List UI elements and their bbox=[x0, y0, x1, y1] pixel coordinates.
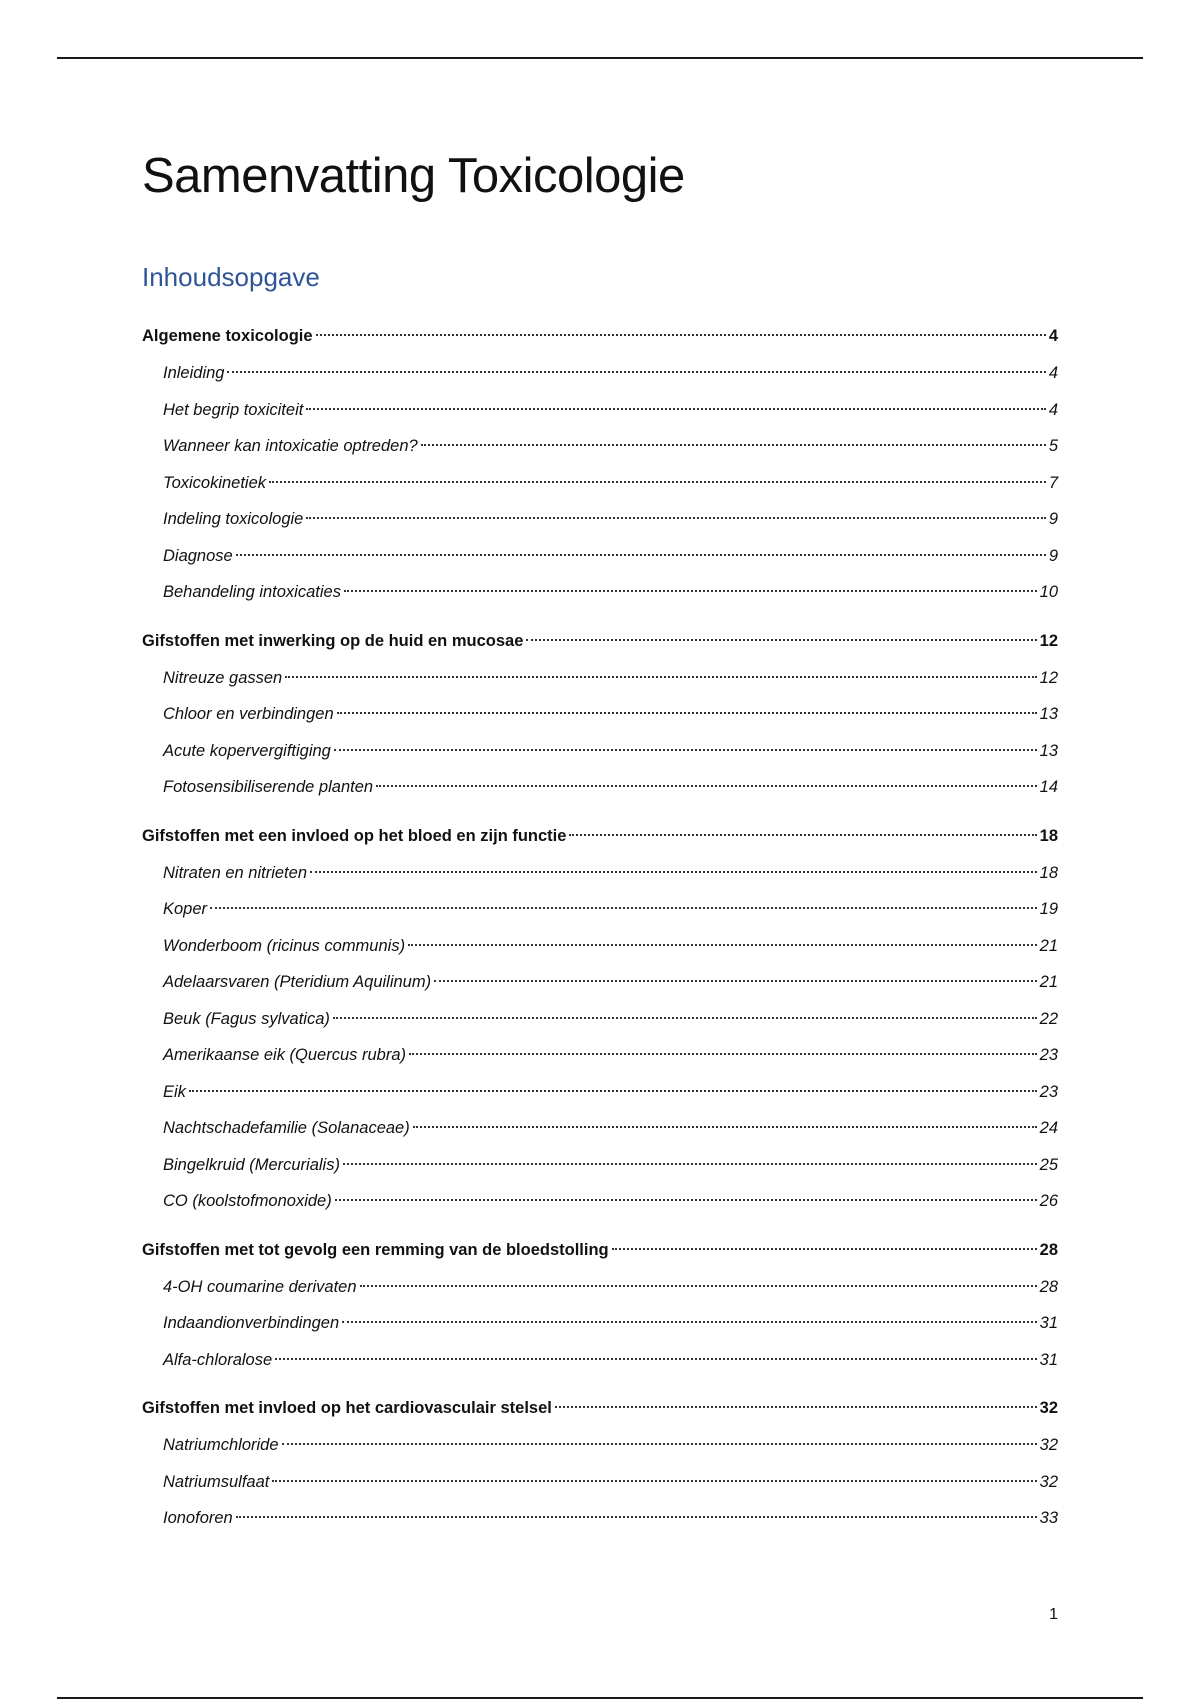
toc-entry-label: Indeling toxicologie bbox=[163, 510, 304, 528]
dot-leader bbox=[316, 334, 1046, 336]
toc-entry-page: 12 bbox=[1039, 631, 1058, 650]
dot-leader bbox=[337, 712, 1037, 714]
toc-entry-label: Het begrip toxiciteit bbox=[163, 400, 304, 419]
dot-leader bbox=[434, 980, 1037, 982]
toc-entry-page: 25 bbox=[1039, 1155, 1058, 1174]
toc-entry-label: Natriumchloride bbox=[163, 1436, 279, 1454]
toc-entry-page: 10 bbox=[1039, 583, 1058, 601]
toc-subsection-entry[interactable] bbox=[142, 855, 1058, 892]
toc-entry-label: Inleiding bbox=[163, 364, 225, 382]
toc-subsection-entry[interactable] bbox=[142, 1269, 1058, 1306]
toc-entry-page: 14 bbox=[1039, 778, 1058, 796]
toc-section bbox=[142, 1232, 1058, 1379]
toc-entry-page: 23 bbox=[1039, 1046, 1058, 1064]
dot-leader bbox=[210, 907, 1037, 909]
toc-subsection-entry[interactable] bbox=[142, 964, 1058, 1001]
toc-entry-label: Nitraten en nitrieten bbox=[163, 863, 307, 882]
toc-subsection-entry[interactable] bbox=[142, 355, 1058, 392]
dot-leader bbox=[282, 1443, 1037, 1445]
toc-entry-page: 32 bbox=[1039, 1436, 1058, 1454]
dot-leader bbox=[285, 676, 1036, 678]
toc-subsection-entry[interactable] bbox=[142, 428, 1058, 465]
dot-leader bbox=[612, 1248, 1037, 1250]
toc-subsection-entry[interactable] bbox=[142, 1074, 1058, 1111]
toc-entry-label: Eik bbox=[163, 1082, 186, 1101]
toc-entry-label: Chloor en verbindingen bbox=[163, 705, 334, 723]
toc-entry-page: 23 bbox=[1039, 1082, 1058, 1101]
footer-rule bbox=[57, 1697, 1143, 1699]
toc-entry-page: 32 bbox=[1039, 1472, 1058, 1491]
toc-chapter-entry[interactable] bbox=[142, 623, 1058, 660]
dot-leader bbox=[569, 834, 1036, 836]
toc-entry-label: Indaandionverbindingen bbox=[163, 1314, 340, 1332]
toc-entry-page: 32 bbox=[1039, 1399, 1058, 1417]
toc-subsection-entry[interactable] bbox=[142, 1427, 1058, 1464]
toc-subsection-entry[interactable] bbox=[142, 1110, 1058, 1147]
toc-subsection-entry[interactable] bbox=[142, 733, 1058, 770]
toc-entry-page: 31 bbox=[1039, 1314, 1058, 1332]
toc-entry-label: Bingelkruid (Mercurialis) bbox=[163, 1155, 340, 1174]
toc-subsection-entry[interactable] bbox=[142, 891, 1058, 928]
toc-subsection-entry[interactable] bbox=[142, 465, 1058, 502]
toc-subsection-entry[interactable] bbox=[142, 1037, 1058, 1074]
toc-entry-label: Gifstoffen met een invloed op het bloed en zijn functie bbox=[142, 826, 567, 845]
dot-leader bbox=[306, 517, 1045, 519]
dot-leader bbox=[335, 1199, 1037, 1201]
toc-entry-label: Behandeling intoxicaties bbox=[163, 583, 341, 601]
toc-subsection-entry[interactable] bbox=[142, 769, 1058, 806]
dot-leader bbox=[343, 1163, 1037, 1165]
dot-leader bbox=[269, 481, 1046, 483]
dot-leader bbox=[227, 371, 1045, 373]
toc-entry-label: Gifstoffen met inwerking op de huid en mucosae bbox=[142, 631, 524, 650]
toc-chapter-entry[interactable] bbox=[142, 1232, 1058, 1269]
dot-leader bbox=[189, 1090, 1037, 1092]
toc-entry-page: 4 bbox=[1048, 400, 1058, 419]
toc-subsection-entry[interactable] bbox=[142, 1305, 1058, 1342]
dot-leader bbox=[342, 1321, 1036, 1323]
dot-leader bbox=[409, 1053, 1037, 1055]
toc-chapter-entry[interactable] bbox=[142, 318, 1058, 355]
toc-subsection-entry[interactable] bbox=[142, 501, 1058, 538]
dot-leader bbox=[376, 785, 1037, 787]
toc-heading: Inhoudsopgave bbox=[142, 262, 320, 292]
toc-entry-page: 12 bbox=[1039, 668, 1058, 687]
toc-entry-label: Koper bbox=[163, 900, 208, 918]
toc-entry-label: Alfa-chloralose bbox=[163, 1350, 273, 1369]
toc-section bbox=[142, 318, 1058, 611]
toc-subsection-entry[interactable] bbox=[142, 538, 1058, 575]
toc-entry-label: Adelaarsvaren (Pteridium Aquilinum) bbox=[163, 973, 432, 991]
toc-subsection-entry[interactable] bbox=[142, 1464, 1058, 1501]
dot-leader bbox=[408, 944, 1037, 946]
toc-entry-page: 18 bbox=[1039, 826, 1058, 845]
toc-subsection-entry[interactable] bbox=[142, 696, 1058, 733]
toc-subsection-entry[interactable] bbox=[142, 928, 1058, 965]
dot-leader bbox=[236, 554, 1046, 556]
toc-section bbox=[142, 623, 1058, 806]
toc-entry-page: 5 bbox=[1048, 437, 1058, 455]
toc-subsection-entry[interactable] bbox=[142, 574, 1058, 611]
toc-entry-page: 28 bbox=[1039, 1240, 1058, 1259]
toc-subsection-entry[interactable] bbox=[142, 1342, 1058, 1379]
toc-entry-page: 26 bbox=[1039, 1192, 1058, 1210]
toc-entry-page: 24 bbox=[1039, 1119, 1058, 1137]
toc-section bbox=[142, 1390, 1058, 1537]
toc-entry-label: Nitreuze gassen bbox=[163, 668, 283, 687]
toc-entry-label: Diagnose bbox=[163, 546, 233, 565]
toc-section bbox=[142, 818, 1058, 1220]
toc-subsection-entry[interactable] bbox=[142, 1147, 1058, 1184]
toc-subsection-entry[interactable] bbox=[142, 1001, 1058, 1038]
toc-entry-page: 4 bbox=[1048, 364, 1058, 382]
toc-entry-label: Toxicokinetiek bbox=[163, 473, 267, 492]
toc-entry-page: 28 bbox=[1039, 1277, 1058, 1296]
toc-entry-page: 7 bbox=[1048, 473, 1058, 492]
toc-entry-label: Gifstoffen met tot gevolg een remming van de bloedstolling bbox=[142, 1240, 609, 1259]
toc-entry-page: 21 bbox=[1039, 936, 1058, 955]
page-number: 1 bbox=[1049, 1606, 1058, 1623]
toc-entry-page: 21 bbox=[1039, 973, 1058, 991]
toc-entry-page: 4 bbox=[1048, 327, 1058, 345]
toc-entry-label: 4-OH coumarine derivaten bbox=[163, 1277, 357, 1296]
dot-leader bbox=[275, 1358, 1037, 1360]
dot-leader bbox=[413, 1126, 1037, 1128]
document-title: Samenvatting Toxicologie bbox=[142, 149, 685, 203]
toc-entry-label: Amerikaanse eik (Quercus rubra) bbox=[163, 1046, 407, 1064]
toc-subsection-entry[interactable] bbox=[142, 1500, 1058, 1537]
toc-entry-page: 19 bbox=[1039, 900, 1058, 918]
dot-leader bbox=[526, 639, 1036, 641]
dot-leader bbox=[344, 590, 1037, 592]
toc-chapter-entry[interactable] bbox=[142, 818, 1058, 855]
toc-entry-label: Acute kopervergiftiging bbox=[163, 741, 331, 760]
toc-subsection-entry[interactable] bbox=[142, 392, 1058, 429]
toc-entry-label: Algemene toxicologie bbox=[142, 327, 313, 345]
dot-leader bbox=[555, 1406, 1037, 1408]
table-of-contents bbox=[142, 318, 1058, 1537]
dot-leader bbox=[310, 871, 1037, 873]
toc-entry-page: 9 bbox=[1048, 546, 1058, 565]
toc-entry-label: Gifstoffen met invloed op het cardiovasculair stelsel bbox=[142, 1399, 552, 1417]
toc-subsection-entry[interactable] bbox=[142, 660, 1058, 697]
toc-entry-label: CO (koolstofmonoxide) bbox=[163, 1192, 332, 1210]
dot-leader bbox=[236, 1516, 1037, 1518]
toc-entry-page: 9 bbox=[1048, 510, 1058, 528]
header-rule bbox=[57, 57, 1143, 59]
dot-leader bbox=[360, 1285, 1037, 1287]
dot-leader bbox=[333, 1017, 1037, 1019]
toc-entry-page: 18 bbox=[1039, 863, 1058, 882]
toc-chapter-entry[interactable] bbox=[142, 1390, 1058, 1427]
toc-entry-label: Nachtschadefamilie (Solanaceae) bbox=[163, 1119, 410, 1137]
toc-entry-page: 22 bbox=[1039, 1009, 1058, 1028]
toc-subsection-entry[interactable] bbox=[142, 1183, 1058, 1220]
toc-entry-label: Ionoforen bbox=[163, 1509, 233, 1527]
toc-entry-page: 13 bbox=[1039, 741, 1058, 760]
dot-leader bbox=[272, 1480, 1036, 1482]
dot-leader bbox=[334, 749, 1037, 751]
toc-entry-page: 31 bbox=[1039, 1350, 1058, 1369]
dot-leader bbox=[306, 408, 1045, 410]
toc-entry-label: Wanneer kan intoxicatie optreden? bbox=[163, 437, 418, 455]
dot-leader bbox=[421, 444, 1046, 446]
toc-entry-label: Beuk (Fagus sylvatica) bbox=[163, 1009, 330, 1028]
toc-entry-label: Fotosensibiliserende planten bbox=[163, 778, 374, 796]
toc-entry-label: Natriumsulfaat bbox=[163, 1472, 270, 1491]
toc-entry-page: 13 bbox=[1039, 705, 1058, 723]
toc-entry-label: Wonderboom (ricinus communis) bbox=[163, 936, 406, 955]
toc-entry-page: 33 bbox=[1039, 1509, 1058, 1527]
